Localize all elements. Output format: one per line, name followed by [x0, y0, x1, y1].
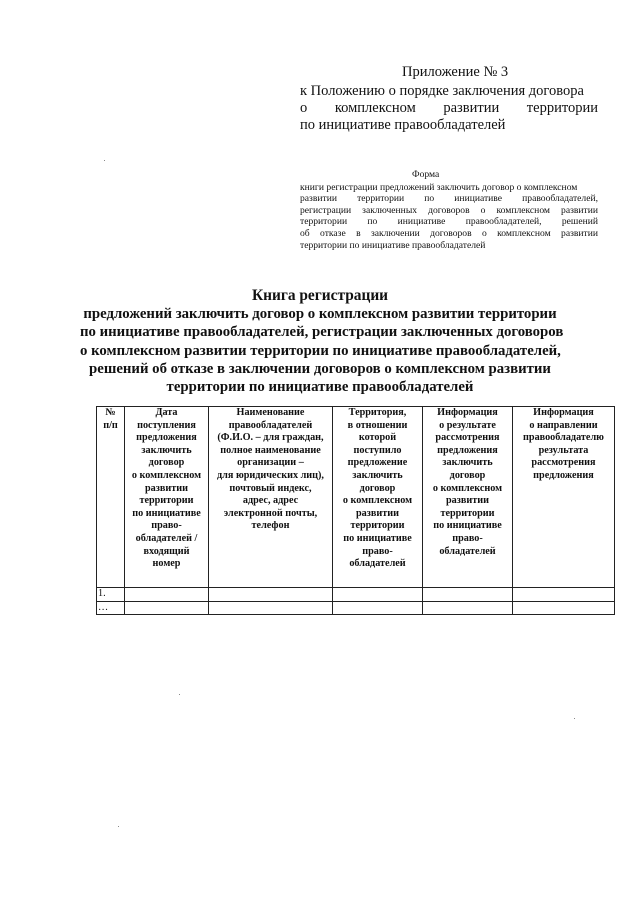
column-header-line: для юридических лиц), [217, 469, 324, 481]
column-header-line: о комплексном [131, 469, 202, 481]
heading-line-2: предложений заключить договор о комплексном развитии территории [83, 306, 557, 323]
column-header-line: обладателей / [135, 532, 198, 544]
column-header-line: о комплексном [432, 482, 503, 494]
column-header-line: которой [358, 432, 397, 444]
column-header-line: право- [452, 532, 483, 544]
column-header-line: развитии [446, 495, 489, 507]
column-header-line: правообладателей [228, 419, 313, 431]
table-cell [423, 588, 513, 602]
form-note-line-2: развитии территории по инициативе правообладателей, [300, 193, 598, 205]
appendix-line-2: о комплексном развитии территории [300, 100, 598, 116]
heading-line-5: решений об отказе в заключении договоров о комплексном развитии [89, 360, 551, 377]
table-cell [125, 601, 209, 615]
column-header-territory [333, 407, 423, 588]
table-row [97, 588, 615, 602]
column-header-review-result [423, 407, 513, 588]
column-header-line: полное наименование [220, 444, 321, 456]
column-header-line: обладателей [349, 558, 406, 570]
column-header-line: п/п [103, 419, 118, 431]
column-header-line: территории [350, 520, 405, 532]
book-heading [80, 287, 564, 396]
registration-table [96, 406, 615, 615]
column-header-line: результата [538, 444, 589, 456]
form-note-line-6: территории по инициативе правообладателей [300, 239, 486, 251]
table-cell [333, 601, 423, 615]
column-header-number [97, 407, 125, 588]
column-header-line: предложения [136, 432, 197, 444]
column-header-line: Информация [533, 407, 594, 418]
column-header-line: по инициативе [132, 507, 201, 519]
column-header-line: Дата [155, 407, 178, 418]
table-row [97, 601, 615, 615]
column-header-line: о результате [439, 419, 496, 431]
column-header-line: право- [151, 520, 182, 532]
appendix-block [300, 64, 598, 134]
column-header-line: в отношении [347, 419, 408, 431]
column-header-line: (Ф.И.О. – для граждан, [217, 432, 324, 444]
column-header-line: развитии [145, 482, 188, 494]
column-header-line: развитии [356, 507, 399, 519]
column-header-line: договор [148, 457, 185, 469]
column-header-line: номер [152, 558, 181, 570]
table-cell [209, 601, 333, 615]
column-header-line: договор [359, 482, 396, 494]
table-header-row [97, 407, 615, 588]
table-cell [209, 588, 333, 602]
column-header-line: электронной почты, [223, 507, 318, 519]
column-header-line: телефон [251, 520, 290, 532]
heading-line-4: о комплексном развитии территории по инициативе правообладателей, [80, 342, 561, 359]
appendix-line-3: по инициативе правообладателей [300, 117, 506, 133]
column-header-line: Территория, [348, 407, 407, 418]
column-header-line: о направлении [529, 419, 598, 431]
table-cell [513, 601, 615, 615]
form-label: Форма [412, 169, 440, 180]
column-header-line: № [105, 407, 116, 418]
heading-title: Книга регистрации [251, 287, 389, 304]
column-header-line: предложение [347, 457, 408, 469]
column-header-line: рассмотрения [531, 457, 596, 469]
column-header-line: поступило [353, 444, 402, 456]
appendix-line-1: к Положению о порядке заключения договора [300, 83, 584, 99]
form-note [300, 169, 598, 251]
column-header-line: поступления [137, 419, 196, 431]
column-header-line: заключить [442, 457, 493, 469]
column-header-line: по инициативе [433, 520, 502, 532]
scan-speck [179, 694, 180, 695]
column-header-line: предложения [437, 444, 498, 456]
table-cell [513, 588, 615, 602]
column-header-line: договор [449, 469, 486, 481]
column-header-line: заключить [141, 444, 192, 456]
table-cell [423, 601, 513, 615]
column-header-line: предложения [533, 469, 594, 481]
form-note-line-1: книги регистрации предложений заключить договор о комплексном [300, 181, 578, 193]
form-note-line-4: территории по инициативе правообладателей, решений [300, 216, 598, 228]
column-header-date [125, 407, 209, 588]
table-cell [125, 588, 209, 602]
column-header-line: Наименование [236, 407, 305, 418]
heading-line-3: по инициативе правообладателей, регистрации заключенных договоров [80, 324, 564, 341]
heading-line-6: территории по инициативе правообладателей [166, 379, 474, 396]
column-header-line: о комплексном [342, 495, 413, 507]
column-header-rightholders [209, 407, 333, 588]
column-header-line: территории [440, 507, 495, 519]
column-header-line: право- [362, 545, 393, 557]
column-header-line: рассмотрения [435, 432, 500, 444]
column-header-line: правообладателю [523, 432, 604, 444]
column-header-line: обладателей [439, 545, 496, 557]
column-header-line: почтовый индекс, [229, 482, 312, 494]
column-header-line: заключить [352, 469, 403, 481]
column-header-line: по инициативе [343, 532, 412, 544]
column-header-line: территории [139, 495, 194, 507]
column-header-line: входящий [143, 545, 190, 557]
table-cell: … [97, 601, 125, 615]
form-note-line-3: регистрации заключенных договоров о комплексном развитии [300, 204, 598, 216]
scan-speck [118, 826, 119, 827]
column-header-line: Информация [437, 407, 498, 418]
table-cell [333, 588, 423, 602]
scan-speck [104, 160, 105, 161]
column-header-line: организации – [237, 457, 304, 469]
column-header-line: адрес, адрес [242, 495, 299, 507]
table-cell: 1. [97, 588, 125, 602]
scan-speck [574, 718, 575, 719]
appendix-title: Приложение № 3 [402, 64, 509, 80]
form-note-line-5: об отказе в заключении договоров о комплексном развитии [300, 227, 598, 239]
column-header-notification [513, 407, 615, 588]
